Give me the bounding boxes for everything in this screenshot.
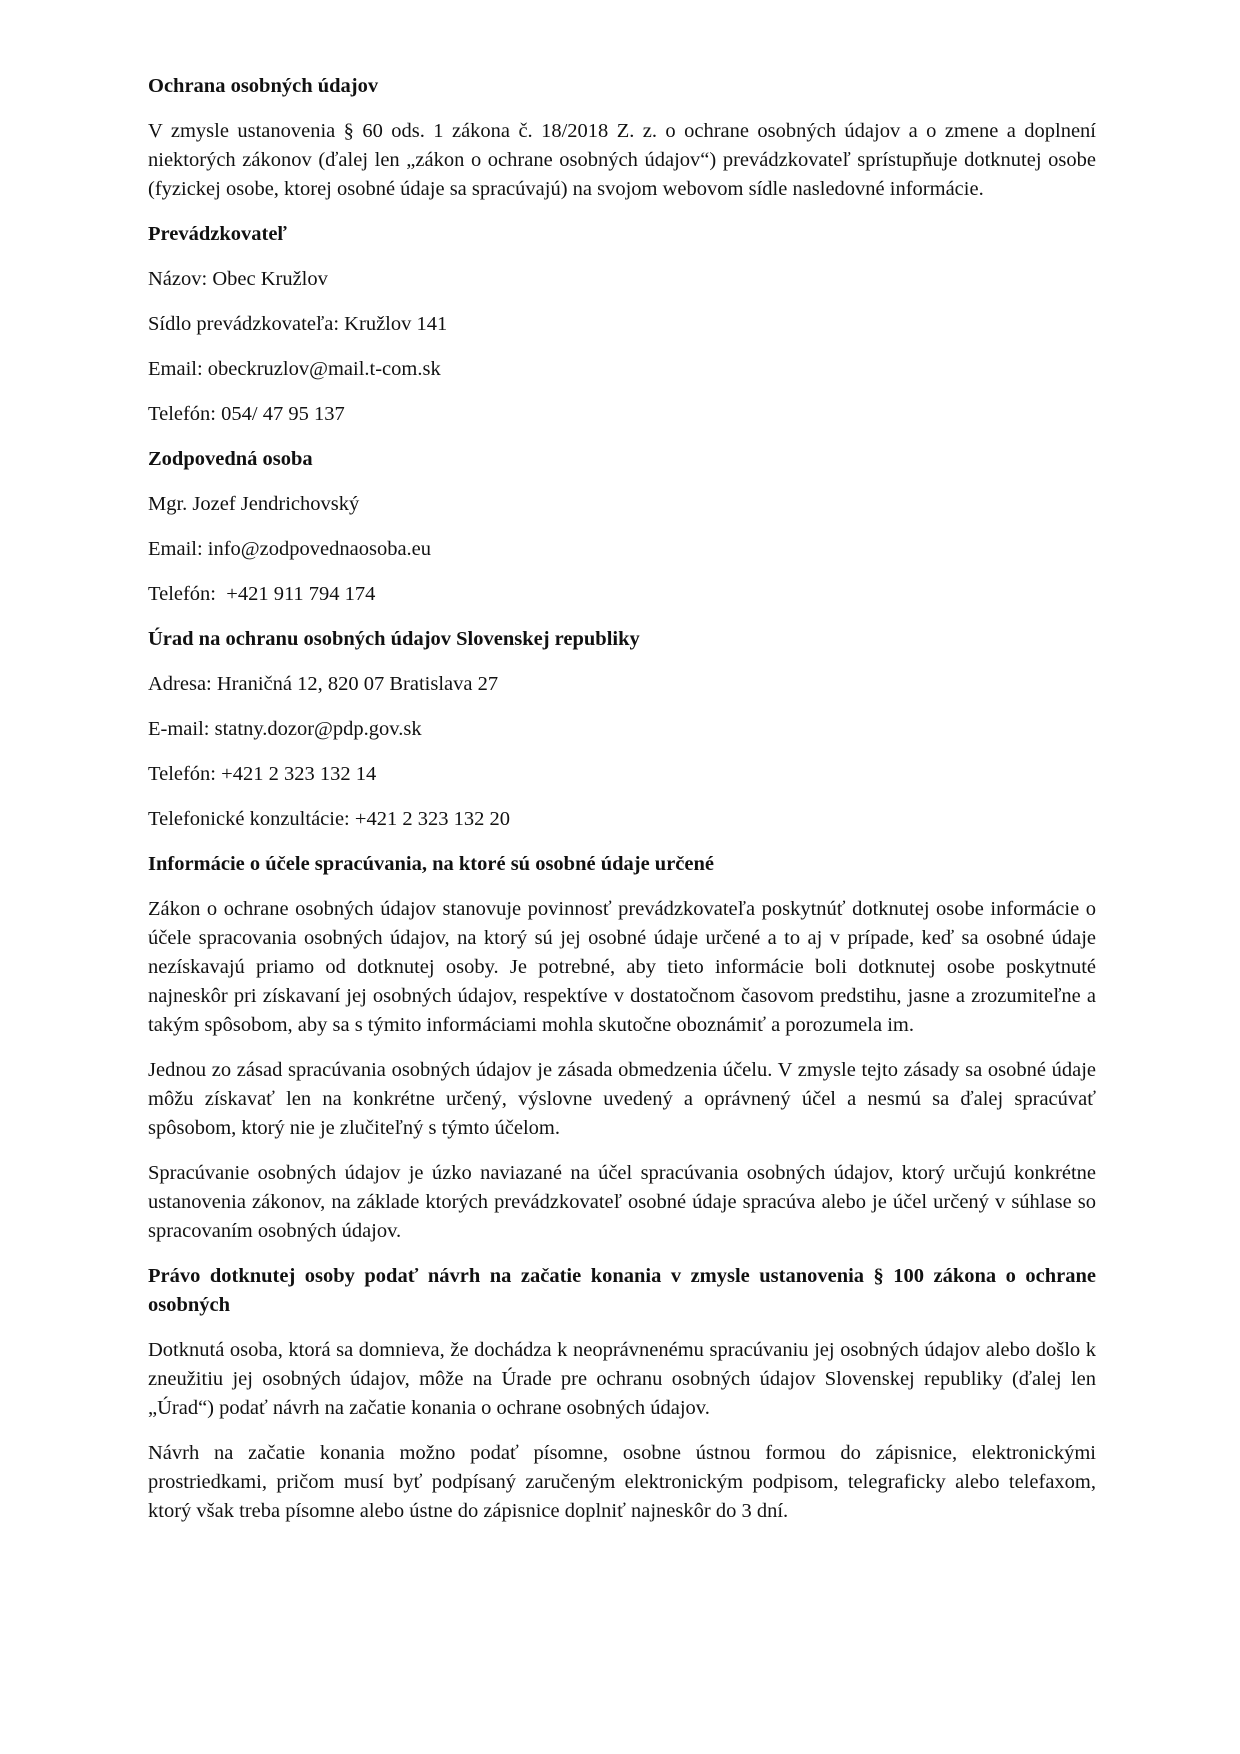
operator-name: Názov: Obec Kružlov [148,268,328,290]
purpose-paragraph-1: Zákon o ochrane osobných údajov stanovuje povinnosť prevádzkovateľa poskytnúť dotknutej osobe informácie o účele spracovania osobných údajov, na ktorý sú jej osobné údaje určené a to aj v prípade, keď sa osobné údaje nezískavajú priamo od dotknutej osoby. Je potrebné, aby tieto informácie boli dotknutej osobe poskytnuté najneskôr pri získavaní jej osobných údajov, respektíve v dostatočnom časovom predstihu, jasne a zrozumiteľne a takým spôsobom, aby sa s týmito informáciami mohla skutočne oboznámiť a porozumela im. [148,898,1096,1036]
authority-heading: Úrad na ochranu osobných údajov Slovenskej republiky [148,628,640,650]
authority-email: E-mail: statny.dozor@pdp.gov.sk [148,718,422,740]
responsible-person-phone: Telefón: +421 911 794 174 [148,583,376,605]
document-title: Ochrana osobných údajov [148,75,379,97]
authority-consultation-phone: Telefonické konzultácie: +421 2 323 132 20 [148,808,510,830]
operator-phone: Telefón: 054/ 47 95 137 [148,403,345,425]
rights-paragraph-2: Návrh na začatie konania možno podať písomne, osobne ústnou formou do zápisnice, elektronickými prostriedkami, pričom musí byť podpísaný zaručeným elektronickým podpisom, telegraficky alebo telefaxom, ktorý však treba písomne alebo ústne do zápisnice doplniť najneskôr do 3 dní. [148,1442,1096,1522]
responsible-person-email: Email: info@zodpovednaosoba.eu [148,538,432,560]
purpose-heading: Informácie o účele spracúvania, na ktoré sú osobné údaje určené [148,853,715,875]
responsible-person-heading: Zodpovedná osoba [148,448,313,470]
responsible-person-name: Mgr. Jozef Jendrichovský [148,493,360,515]
authority-address: Adresa: Hraničná 12, 820 07 Bratislava 27 [148,673,499,695]
authority-phone: Telefón: +421 2 323 132 14 [148,763,377,785]
intro-paragraph: V zmysle ustanovenia § 60 ods. 1 zákona č. 18/2018 Z. z. o ochrane osobných údajov a o zmene a doplnení niektorých zákonov (ďalej len „zákon o ochrane osobných údajov“) prevádzkovateľ sprístupňuje dotknutej osobe (fyzickej osobe, ktorej osobné údaje sa spracúvajú) na svojom webovom sídle nasledovné informácie. [148,120,1096,200]
purpose-paragraph-2: Jednou zo zásad spracúvania osobných údajov je zásada obmedzenia účelu. V zmysle tejto zásady sa osobné údaje môžu získavať len na konkrétne určený, výslovne uvedený a oprávnený účel a nesmú sa ďalej spracúvať spôsobom, ktorý nie je zlučiteľný s týmto účelom. [148,1059,1096,1139]
operator-email: Email: obeckruzlov@mail.t-com.sk [148,358,441,380]
purpose-paragraph-3: Spracúvanie osobných údajov je úzko naviazané na účel spracúvania osobných údajov, ktorý určujú konkrétne ustanovenia zákonov, na základe ktorých prevádzkovateľ osobné údaje spracúva alebo je účel určený v súhlase so spracovaním osobných údajov. [148,1162,1096,1242]
rights-paragraph-1: Dotknutá osoba, ktorá sa domnieva, že dochádza k neoprávnenému spracúvaniu jej osobných údajov alebo došlo k zneužitiu jej osobných údajov, môže na Úrade pre ochranu osobných údajov Slovenskej republiky (ďalej len „Úrad“) podať návrh na začatie konania o ochrane osobných údajov. [148,1339,1096,1419]
document-body [148,72,1096,1542]
rights-heading: Právo dotknutej osoby podať návrh na začatie konania v zmysle ustanovenia § 100 zákona o ochrane osobných [148,1265,1096,1316]
operator-heading: Prevádzkovateľ [148,223,288,245]
operator-address: Sídlo prevádzkovateľa: Kružlov 141 [148,313,448,335]
